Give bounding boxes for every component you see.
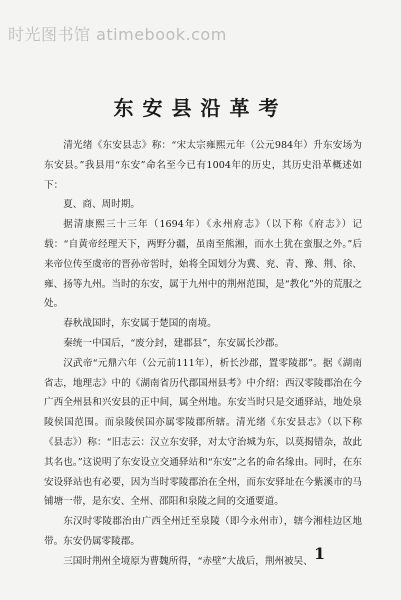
page-title: 东安县沿革考 — [113, 96, 288, 120]
paragraph: 秦统一中国后，“废分封，建郡县”，东安属长沙郡。 — [63, 337, 285, 349]
paragraph: 汉武帝“元鼎六年（公元前111年），析长沙郡，置零陵郡”。据《湖南省志，地理志》中的《湖南省历代郡国州县考》中介绍：西汉零陵郡治在今广西全州县和兴安县的正中间，属全州地。东安当时只是交通驿站，地处泉陵侯国范围。而泉陵侯国亦属零陵郡所辖。清光绪《东安县志》（以下称《县志》）称：“旧志云：汉立东安驿，对太守治城为东，以莫揭错杂，故此其名也。”这说明了东安设立交通驿站和“东安”之名的命名缘由。同时，在东安设驿站也有必要，因为当时零陵郡治在全州，而东安驿址在今紫溪市的马铺塘一带，是东安、全州、邵阳和泉陵之间的交通要道。 — [44, 357, 362, 508]
paragraph: 清光绪《东安县志》称：“宋太宗雍熙元年（公元984年）升东安场为东安县。”我县用“东安”命名至今已有1004年的历史，其历史沿革概述如下： — [44, 140, 362, 191]
paragraph: 三国时荆州全境原为曹魏所得，“赤壁”大战后，荆州被吴、 — [63, 555, 313, 567]
paragraph: 据清康熙三十三年（1694年）《永州府志》（以下称《府志》）记载：“自黄帝经理天下，两野分疆，虽南至熊湘，而水土犹在蛮服之外。”后来帝位传至虞帝的晋孙帝喾时，始将全国划分为冀、兖、青、豫、荆、徐、雍、扬等九州。当时的东安，属于九州中的荆州范围，是“教化”外的荒服之处。 — [44, 219, 362, 310]
paragraph: 春秋战国时，东安属于楚国的南境。 — [63, 318, 217, 330]
watermark: 时光图书馆 atimebook.com — [8, 25, 227, 44]
body-text — [44, 136, 362, 572]
paragraph: 东汉时零陵郡治由广西全州迁至泉陵（即今永州市），辖今湘桂边区地带。东安仍属零陵郡。 — [44, 516, 362, 547]
page-number: 1 — [314, 544, 326, 563]
paragraph: 夏、商、周时期。 — [63, 199, 140, 211]
